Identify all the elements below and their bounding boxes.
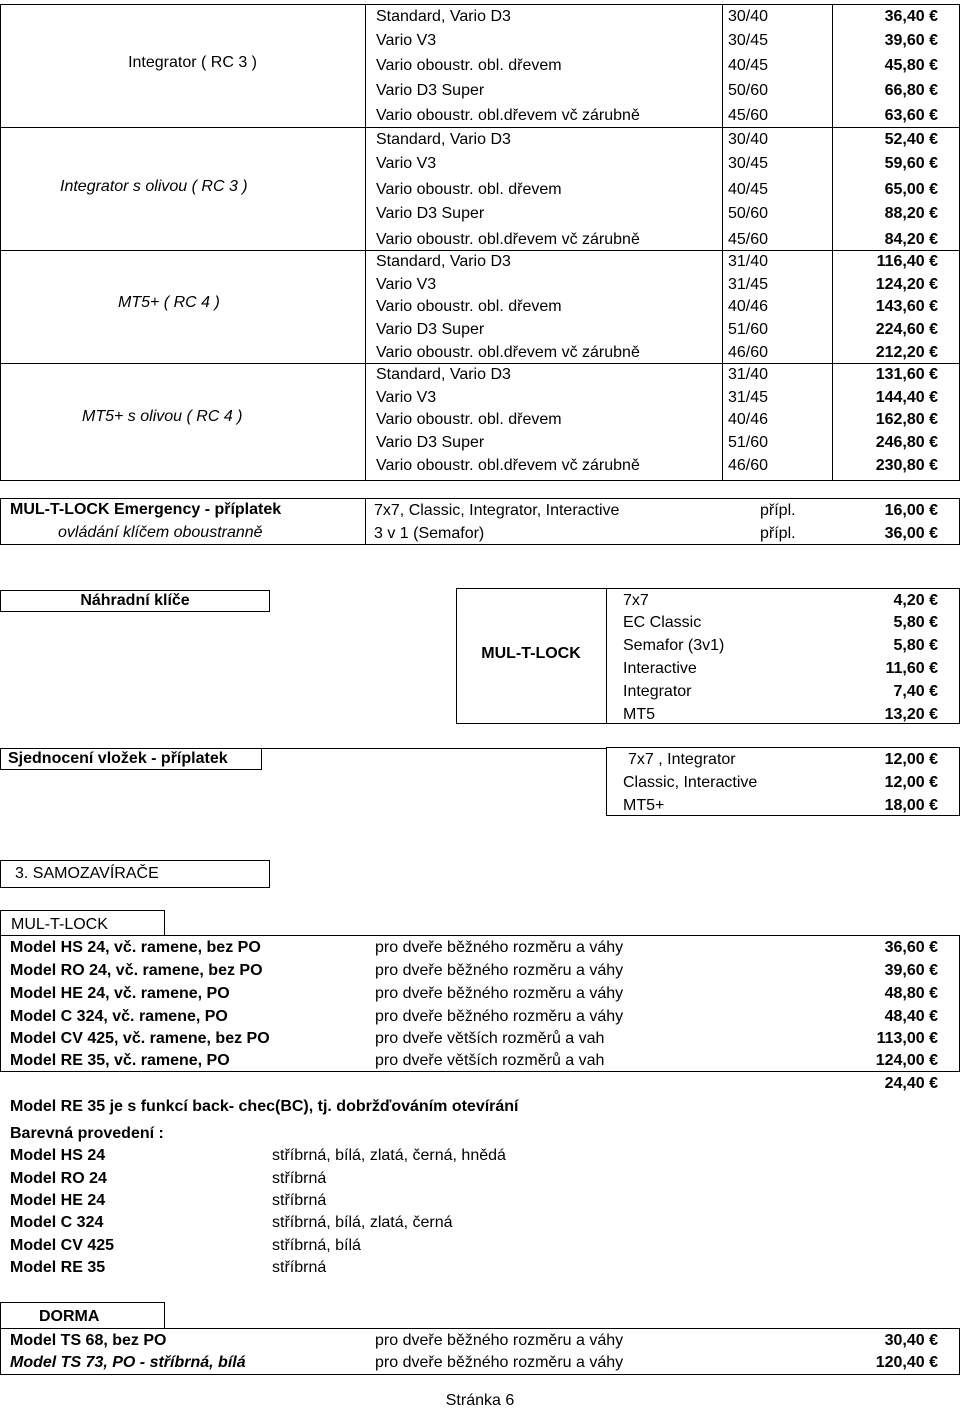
table-row: MT5+ 18,00 € <box>623 797 938 814</box>
table-row: Model HE 24, vč. ramene, PO pro dveře běžného rozměru a váhy 48,80 € <box>10 985 938 1002</box>
table-row: Model RO 24, vč. ramene, bez PO pro dveře běžného rozměru a váhy 39,60 € <box>10 962 938 979</box>
table-row: Standard, Vario D3 30/40 52,40 € <box>376 131 938 148</box>
table-row: Model C 324 stříbrná, bílá, zlatá, černá <box>10 1214 453 1231</box>
table-row: Model C 324, vč. ramene, PO pro dveře běžného rozměru a váhy 48,40 € <box>10 1008 938 1025</box>
table-row: Semafor (3v1) 5,80 € <box>623 637 938 654</box>
table-row: Vario V3 31/45 144,40 € <box>376 389 938 406</box>
unify-title: Sjednocení vložek - příplatek <box>0 748 262 770</box>
table-row: 7x7 4,20 € <box>623 592 938 609</box>
dorma-brand: DORMA <box>0 1302 165 1329</box>
emergency-title: MUL-T-LOCK Emergency - příplatek <box>10 501 282 518</box>
table-row: Model TS 73, PO - stříbrná, bílá pro dveře běžného rozměru a váhy 120,40 € <box>10 1354 938 1371</box>
spare-keys-title: Náhradní klíče <box>0 590 270 612</box>
group-label: MT5+ s olivou ( RC 4 ) <box>82 408 243 425</box>
table-row: Vario D3 Super 51/60 246,80 € <box>376 434 938 451</box>
table-row: MT5 13,20 € <box>623 706 938 723</box>
table-row: Model CV 425 stříbrná, bílá <box>10 1237 361 1254</box>
table-row: Model CV 425, vč. ramene, bez PO pro dveře větších rozměrů a vah 113,00 € <box>10 1030 938 1047</box>
table-row: Vario V3 30/45 59,60 € <box>376 155 938 172</box>
table-row: Vario oboustr. obl. dřevem 40/45 65,00 € <box>376 181 938 198</box>
extra-price-row: 24,40 € <box>884 1075 938 1092</box>
table-row: Model HE 24 stříbrná <box>10 1192 327 1209</box>
section-title: 3. SAMOZAVÍRAČE <box>0 860 270 888</box>
table-row: Vario V3 31/45 124,20 € <box>376 276 938 293</box>
table-row: Model RE 35, vč. ramene, PO pro dveře větších rozměrů a vah 124,00 € <box>10 1052 938 1069</box>
table-row: Vario oboustr. obl. dřevem 40/46 143,60 € <box>376 298 938 315</box>
table-row: Standard, Vario D3 31/40 131,60 € <box>376 366 938 383</box>
table-row: Vario D3 Super 50/60 88,20 € <box>376 205 938 222</box>
closers-brand: MUL-T-LOCK <box>0 910 165 936</box>
table-row: 3 v 1 (Semafor) přípl. 36,00 € <box>374 525 938 542</box>
spare-keys-brand: MUL-T-LOCK <box>481 645 581 662</box>
table-row: Model HS 24 stříbrná, bílá, zlatá, černá, hnědá <box>10 1147 506 1164</box>
colors-title: Barevná provedení : <box>10 1125 164 1142</box>
table-row: EC Classic 5,80 € <box>623 614 938 631</box>
table-row: Interactive 11,60 € <box>623 660 938 677</box>
table-row: Vario D3 Super 51/60 224,60 € <box>376 321 938 338</box>
table-row: 7x7, Classic, Integrator, Interactive přípl. 16,00 € <box>374 502 938 519</box>
table-row: Classic, Interactive 12,00 € <box>623 774 938 791</box>
table-row: Model RO 24 stříbrná <box>10 1170 327 1187</box>
table-row: Vario oboustr. obl.dřevem vč zárubně 45/60 63,60 € <box>376 107 938 124</box>
table-row: Vario oboustr. obl.dřevem vč zárubně 45/60 84,20 € <box>376 231 938 248</box>
table-row: 7x7 , Integrator 12,00 € <box>628 751 938 768</box>
group-label: Integrator ( RC 3 ) <box>128 54 257 71</box>
table-row: Vario V3 30/45 39,60 € <box>376 32 938 49</box>
table-row: Model RE 35 stříbrná <box>10 1259 327 1276</box>
closers-note: Model RE 35 je s funkcí back- chec(BC), tj. dobržďováním otevírání <box>10 1098 519 1115</box>
table-row: Vario oboustr. obl. dřevem 40/45 45,80 € <box>376 57 938 74</box>
table-row: Vario D3 Super 50/60 66,80 € <box>376 82 938 99</box>
table-row: Standard, Vario D3 30/40 36,40 € <box>376 8 938 25</box>
table-row: Vario oboustr. obl.dřevem vč zárubně 46/60 212,20 € <box>376 344 938 361</box>
table-row: Model TS 68, bez PO pro dveře běžného rozměru a váhy 30,40 € <box>10 1332 938 1349</box>
table-row: Model HS 24, vč. ramene, bez PO pro dveře běžného rozměru a váhy 36,60 € <box>10 939 938 956</box>
table-row: Vario oboustr. obl. dřevem 40/46 162,80 € <box>376 411 938 428</box>
emergency-subtitle: ovládání klíčem oboustranně <box>58 524 263 541</box>
table-row: Standard, Vario D3 31/40 116,40 € <box>376 253 938 270</box>
group-label: MT5+ ( RC 4 ) <box>118 294 220 311</box>
group-label: Integrator s olivou ( RC 3 ) <box>60 178 248 195</box>
table-row: Integrator 7,40 € <box>623 683 938 700</box>
page-number: Stránka 6 <box>445 1392 515 1409</box>
table-row: Vario oboustr. obl.dřevem vč zárubně 46/60 230,80 € <box>376 457 938 474</box>
